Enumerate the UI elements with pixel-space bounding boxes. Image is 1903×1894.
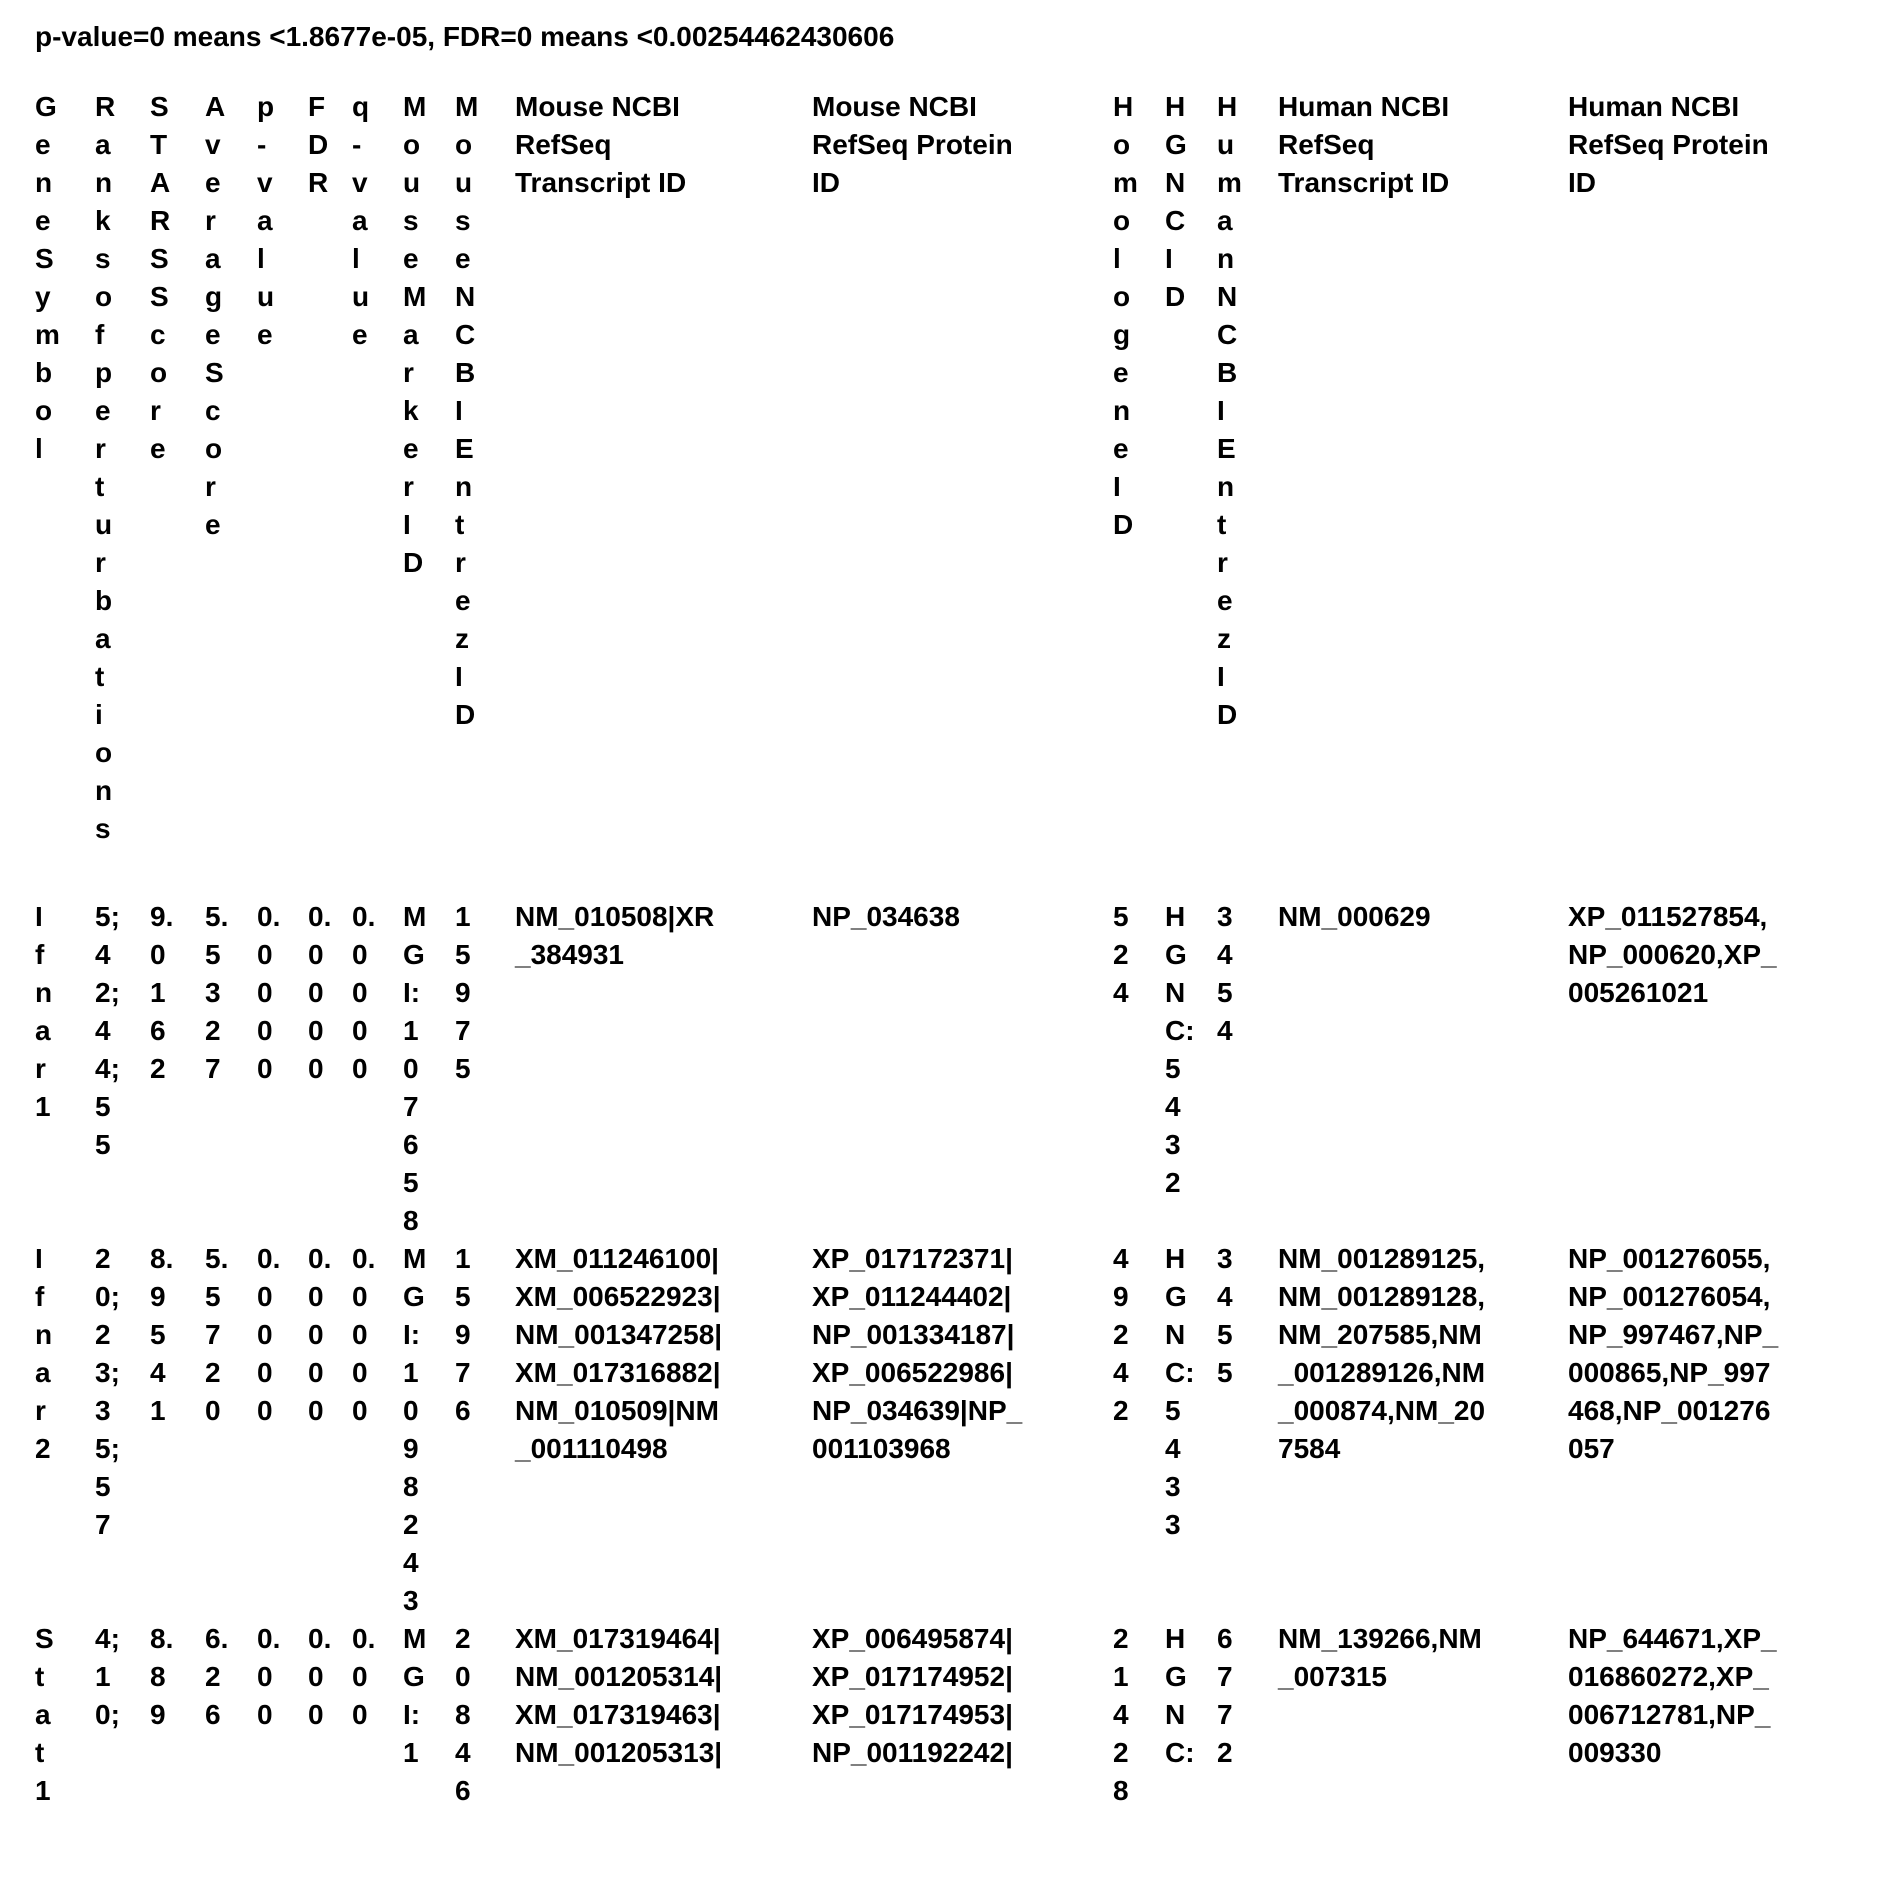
cell-value: 0.0000 (352, 1243, 376, 1426)
results-table (35, 88, 1868, 1810)
cell-mouse-ncbi-refseq-transcript-id (515, 1620, 812, 1810)
cell-fdr (308, 1240, 352, 1620)
cell-p-value (257, 1620, 308, 1810)
column-header-label: Mouse NCBI Entrez ID (455, 91, 479, 730)
cell-value: MGI:107658 (403, 901, 427, 1236)
cell-value: NP_034638 (812, 901, 960, 932)
column-header-label: Human NCBI Entrez ID (1217, 91, 1242, 730)
cell-value: 21428 (1113, 1623, 1129, 1806)
cell-value: NP_001276055,NP_001276054,NP_997467,NP_000865,NP_997468,NP_001276057 (1568, 1243, 1779, 1464)
cell-value: Stat1 (35, 1623, 54, 1806)
cell-gene-symbol (35, 1240, 95, 1620)
cell-q-value (352, 1240, 403, 1620)
cell-fdr (308, 1620, 352, 1810)
cell-mouse-ncbi-refseq-transcript-id (515, 898, 812, 1240)
cell-value: 20;23;35;57 (95, 1243, 120, 1540)
cell-human-ncbi-refseq-transcript-id (1278, 1240, 1568, 1620)
cell-mouse-ncbi-entrez-id (455, 1240, 515, 1620)
cell-value: XP_006495874|XP_017174952|XP_017174953|NP_001192242| (812, 1623, 1013, 1768)
cell-q-value (352, 1620, 403, 1810)
cell-homologene-id (1113, 1240, 1165, 1620)
column-header-label: Mouse MarkerID (403, 91, 427, 578)
cell-mouse-ncbi-entrez-id (455, 1620, 515, 1810)
column-header-label: Gene Symbol (35, 91, 60, 464)
table-row (35, 1240, 1868, 1620)
cell-value: NM_139266,NM_007315 (1278, 1623, 1482, 1692)
cell-value: 0.00 (352, 1623, 376, 1730)
cell-value: 6772 (1217, 1623, 1233, 1768)
column-header-label: STARS Score (150, 91, 171, 464)
cell-value: XP_017172371|XP_011244402|NP_001334187|XP_006522986|NP_034639|NP_001103968 (812, 1243, 1023, 1464)
column-header-label: Ranks of perturbations (95, 91, 116, 844)
cell-value: 8.89 (150, 1623, 174, 1730)
cell-hgnc-id (1165, 898, 1217, 1240)
column-header-mouse-ncbi-refseq-transcript-id (515, 88, 812, 898)
header-row (35, 88, 1868, 898)
column-header-q-value (352, 88, 403, 898)
cell-ranks-of-perturbations (95, 898, 150, 1240)
cell-value: Ifnar1 (35, 901, 53, 1122)
column-header-human-ncbi-entrez-id (1217, 88, 1278, 898)
cell-value: 5;42;44;55 (95, 901, 120, 1160)
cell-mouse-marker-id (403, 898, 455, 1240)
cell-hgnc-id (1165, 1620, 1217, 1810)
table-caption: p-value=0 means <1.8677e-05, FDR=0 means <0.00254462430606 (35, 21, 895, 52)
cell-human-ncbi-entrez-id (1217, 898, 1278, 1240)
column-header-label: FDR (308, 91, 329, 198)
column-header-stars-score (150, 88, 205, 898)
column-header-human-ncbi-refseq-protein-id (1568, 88, 1868, 898)
column-header-average-score (205, 88, 257, 898)
cell-value: XM_017319464|NM_001205314|XM_017319463|NM_001205313| (515, 1623, 723, 1768)
cell-value: NM_001289125,NM_001289128,NM_207585,NM_001289126,NM_000874,NM_207584 (1278, 1243, 1486, 1464)
column-header-ranks-of-perturbations (95, 88, 150, 898)
cell-mouse-ncbi-entrez-id (455, 898, 515, 1240)
cell-value: MGI:1 (403, 1623, 427, 1768)
cell-value: 15976 (455, 1243, 471, 1426)
cell-mouse-marker-id (403, 1620, 455, 1810)
cell-mouse-ncbi-refseq-protein-id (812, 1240, 1113, 1620)
cell-value: XM_011246100|XM_006522923|NM_001347258|XM_017316882|NM_010509|NM_001110498 (515, 1243, 723, 1464)
cell-human-ncbi-refseq-transcript-id (1278, 1620, 1568, 1810)
column-header-label: p-value (257, 91, 275, 350)
cell-mouse-marker-id (403, 1240, 455, 1620)
cell-value: 5.5720 (205, 1243, 229, 1426)
cell-homologene-id (1113, 898, 1165, 1240)
column-header-gene-symbol (35, 88, 95, 898)
cell-value: 0.0000 (257, 901, 281, 1084)
column-header-hgnc-id (1165, 88, 1217, 898)
cell-value: 9.0162 (150, 901, 174, 1084)
cell-human-ncbi-refseq-protein-id (1568, 898, 1868, 1240)
cell-value: 0.0000 (352, 901, 376, 1084)
cell-stars-score (150, 898, 205, 1240)
cell-value: NP_644671,XP_016860272,XP_006712781,NP_009330 (1568, 1623, 1777, 1768)
column-header-mouse-ncbi-entrez-id (455, 88, 515, 898)
cell-average-score (205, 1240, 257, 1620)
cell-human-ncbi-entrez-id (1217, 1620, 1278, 1810)
cell-value: 0.0000 (308, 901, 332, 1084)
cell-value: 0.00 (308, 1623, 332, 1730)
cell-value: HGNC:5432 (1165, 901, 1195, 1198)
cell-value: 3455 (1217, 1243, 1233, 1388)
table-row (35, 1620, 1868, 1810)
cell-value: 20846 (455, 1623, 471, 1806)
cell-value: 0.0000 (257, 1243, 281, 1426)
cell-stars-score (150, 1240, 205, 1620)
cell-value: 5.5327 (205, 901, 229, 1084)
cell-value: 6.26 (205, 1623, 229, 1730)
column-header-label: Average Score (205, 91, 226, 540)
column-header-label: Mouse NCBI RefSeq Transcript ID (515, 91, 687, 198)
cell-value: 524 (1113, 901, 1129, 1008)
column-header-label: Human NCBI RefSeq Protein ID (1568, 91, 1769, 198)
cell-human-ncbi-refseq-protein-id (1568, 1620, 1868, 1810)
cell-mouse-ncbi-refseq-protein-id (812, 898, 1113, 1240)
column-header-label: Homologene ID (1113, 91, 1138, 540)
cell-value: NM_000629 (1278, 901, 1431, 932)
column-header-label: Mouse NCBI RefSeq Protein ID (812, 91, 1013, 198)
column-header-mouse-marker-id (403, 88, 455, 898)
cell-q-value (352, 898, 403, 1240)
table-row (35, 898, 1868, 1240)
cell-value: 0.0000 (308, 1243, 332, 1426)
cell-gene-symbol (35, 898, 95, 1240)
cell-value: NM_010508|XR_384931 (515, 901, 715, 970)
cell-homologene-id (1113, 1620, 1165, 1810)
cell-value: HGNC:5433 (1165, 1243, 1195, 1540)
cell-value: 15975 (455, 901, 471, 1084)
cell-mouse-ncbi-refseq-transcript-id (515, 1240, 812, 1620)
cell-human-ncbi-entrez-id (1217, 1240, 1278, 1620)
cell-gene-symbol (35, 1620, 95, 1810)
column-header-homologene-id (1113, 88, 1165, 898)
cell-p-value (257, 898, 308, 1240)
cell-ranks-of-perturbations (95, 1620, 150, 1810)
cell-fdr (308, 898, 352, 1240)
cell-value: 8.9541 (150, 1243, 174, 1426)
column-header-label: Human NCBI RefSeq Transcript ID (1278, 91, 1450, 198)
cell-value: 3454 (1217, 901, 1233, 1046)
cell-p-value (257, 1240, 308, 1620)
cell-value: MGI:1098243 (403, 1243, 427, 1616)
column-header-label: q-value (352, 91, 370, 350)
cell-hgnc-id (1165, 1240, 1217, 1620)
cell-value: 4;10; (95, 1623, 120, 1730)
cell-average-score (205, 1620, 257, 1810)
cell-mouse-ncbi-refseq-protein-id (812, 1620, 1113, 1810)
cell-value: HGNC: (1165, 1623, 1195, 1768)
cell-human-ncbi-refseq-protein-id (1568, 1240, 1868, 1620)
cell-human-ncbi-refseq-transcript-id (1278, 898, 1568, 1240)
column-header-mouse-ncbi-refseq-protein-id (812, 88, 1113, 898)
cell-value: 49242 (1113, 1243, 1129, 1426)
cell-average-score (205, 898, 257, 1240)
cell-ranks-of-perturbations (95, 1240, 150, 1620)
cell-stars-score (150, 1620, 205, 1810)
column-header-human-ncbi-refseq-transcript-id (1278, 88, 1568, 898)
column-header-p-value (257, 88, 308, 898)
cell-value: XP_011527854,NP_000620,XP_005261021 (1568, 901, 1777, 1008)
cell-value: Ifnar2 (35, 1243, 53, 1464)
column-header-label: HGNC ID (1165, 91, 1187, 312)
cell-value: 0.00 (257, 1623, 281, 1730)
column-header-fdr (308, 88, 352, 898)
